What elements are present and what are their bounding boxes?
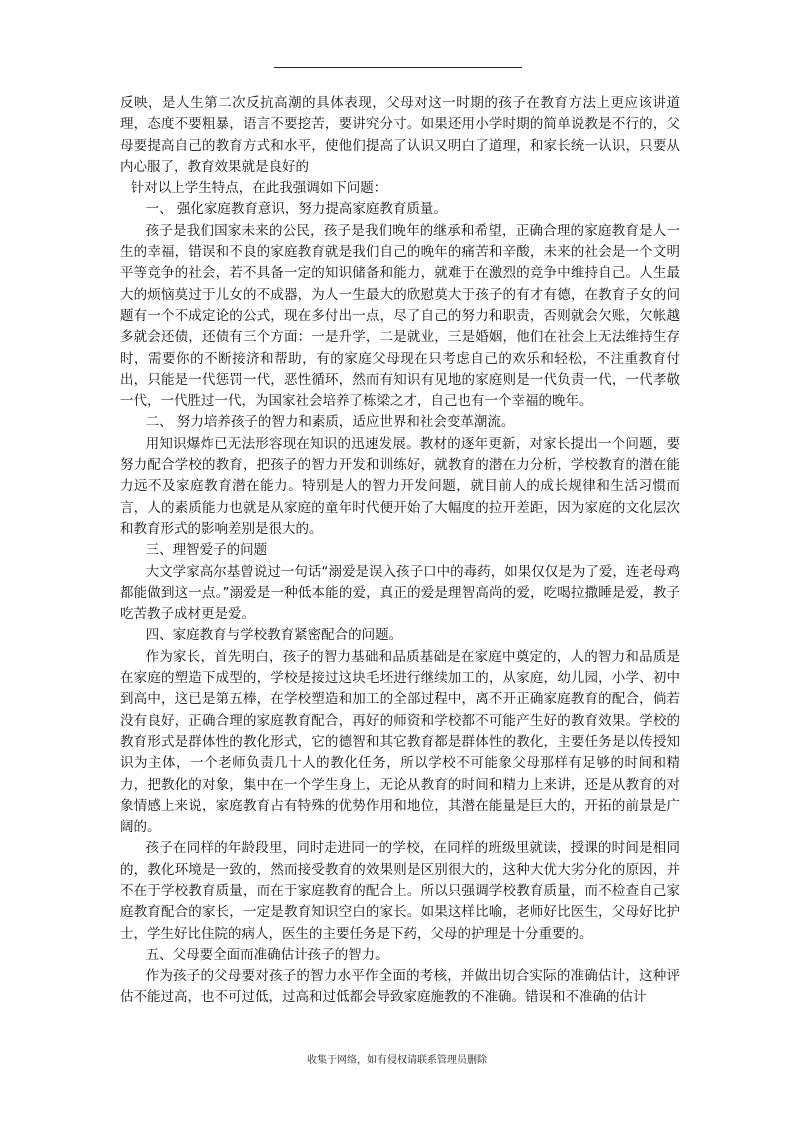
paragraph-section-5: 作为孩子的父母要对孩子的智力水平作全面的考核，并做出切合实际的准确估计，这种评估不能过高，也不可过低，过高和过低都会导致家庭施教的不准确。错误和不准确的估计: [120, 968, 680, 1006]
section-heading-5: 五、父母要全面而准确估计孩子的智力。: [145, 946, 389, 963]
paragraph-section-4a: 作为家长，首先明白，孩子的智力基础和品质基础是在家庭中奠定的，人的智力和品质是在家庭的塑造下成型的，学校是接过这块毛坯进行继续加工的，从家庭，幼儿园，小学、初中到高中，这已是第五棒，在学校塑造和加工的全部过程中，离不开正确家庭教育的配合，倘若没有良好，正确合理的家庭教育配合，再好的师资和学校都不可能产生好的教育效果。学校的教育形式是群体性的教化形式，它的德智和其它教育都是群体性的教化，主要任务是以传授知识为主体，一个老师负责几十人的教化任务，所以学校不可能象父母那样有足够的时间和精力，把教化的对象，集中在一个学生身上，无论从教育的时间和精力上来讲，还是从教育的对象情感上来说，家庭教育占有特殊的优势作用和地位，其潜在能量是巨大的，开拓的前景是广阔的。: [120, 648, 680, 836]
paragraph-section-2: 用知识爆炸已无法形容现在知识的迅速发展。教材的逐年更新，对家长提出一个问题，要努力配合学校的教育，把孩子的智力开发和训练好，就教育的潜在力分析，学校教育的潜在能力远不及家庭教育潜在能力。特别是人的智力开发问题，就目前人的成长规律和生活习惯而言，人的素质能力也就是从家庭的童年时代便开始了大幅度的拉开差距，因为家庭的文化层次和教育形式的影响差别是很大的。: [120, 435, 680, 537]
document-body: [120, 93, 680, 1009]
page-footer: 收集于网络，如有侵权请联系管理员删除: [307, 1055, 487, 1066]
paragraph-section-1: 孩子是我们国家未来的公民，孩子是我们晚年的继承和希望，正确合理的家庭教育是人一生的幸福，错误和不良的家庭教育就是我们自己的晚年的痛苦和辛酸，未来的社会是一个文明平等竞争的社会，若不具备一定的知识储备和能力，就难于在激烈的竞争中维持自己。人生最大的烦恼莫过于儿女的不成器，为人一生最大的欣慰莫大于孩子的有才有德，在教育子女的问题有一个不成定论的公式，现在多付出一点，尽了自己的努力和职责，否则就会欠账，欠帐越多就会还债，还债有三个方面：一是升学，二是就业，三是婚姻，他们在社会上无法维持生存时，需要你的不断接济和帮助，有的家庭父母现在只考虑自己的欢乐和轻松，不注重教育付出，只能是一代惩罚一代，恶性循环，然而有知识有见地的家庭则是一代负责一代，一代孝敬一代，一代胜过一代，为国家社会培养了栋梁之才，自己也有一个幸福的晚年。: [120, 222, 680, 410]
paragraph-section-4b: 孩子在同样的年龄段里，同时走进同一的学校，在同样的班级里就读，授课的时间是相同的，教化环境是一致的，然而接受教育的效果则是区别很大的，这种大优大劣分化的原因，并不在于学校教育质量，而在于家庭教育的配合上。所以只强调学校教育质量，而不检查自己家庭教育配合的家长，一定是教育知识空白的家长。如果这样比喻，老师好比医生，父母好比护士，学生好比住院的病人，医生的主要任务是下药，父母的护理是十分重要的。: [120, 840, 680, 942]
section-heading-3: 三、理智爱子的问题: [145, 542, 268, 559]
section-heading-2: 二、 努力培养孩子的智力和素质，适应世界和社会变革潮流。: [145, 414, 515, 431]
paragraph-intro-continued: 反映，是人生第二次反抗高潮的具体表现，父母对这一时期的孩子在教育方法上更应该讲道理，态度不要粗暴，语言不要挖苦，要讲究分寸。如果还用小学时期的简单说教是不行的，父母要提高自己的教育方式和水平，使他们提高了认识又明白了道理，和家长统一认识，只要从内心服了，教育效果就是良好的: [120, 95, 680, 175]
section-heading-4: 四、家庭教育与学校教育紧密配合的问题。: [145, 627, 403, 644]
paragraph-section-3: 大文学家高尔基曾说过一句话“溺爱是误入孩子口中的毒药，如果仅仅是为了爱，连老母鸡都能做到这一点。”溺爱是一种低本能的爱，真正的爱是理智高尚的爱，吃喝拉撒睡是爱，教子吃苦教子成材更是爱。: [120, 563, 680, 623]
header-rule: [274, 67, 522, 68]
paragraph-lead-in: 针对以上学生特点，在此我强调如下问题：: [130, 180, 388, 197]
section-heading-1: 一、 强化家庭教育意识，努力提高家庭教育质量。: [145, 201, 447, 218]
